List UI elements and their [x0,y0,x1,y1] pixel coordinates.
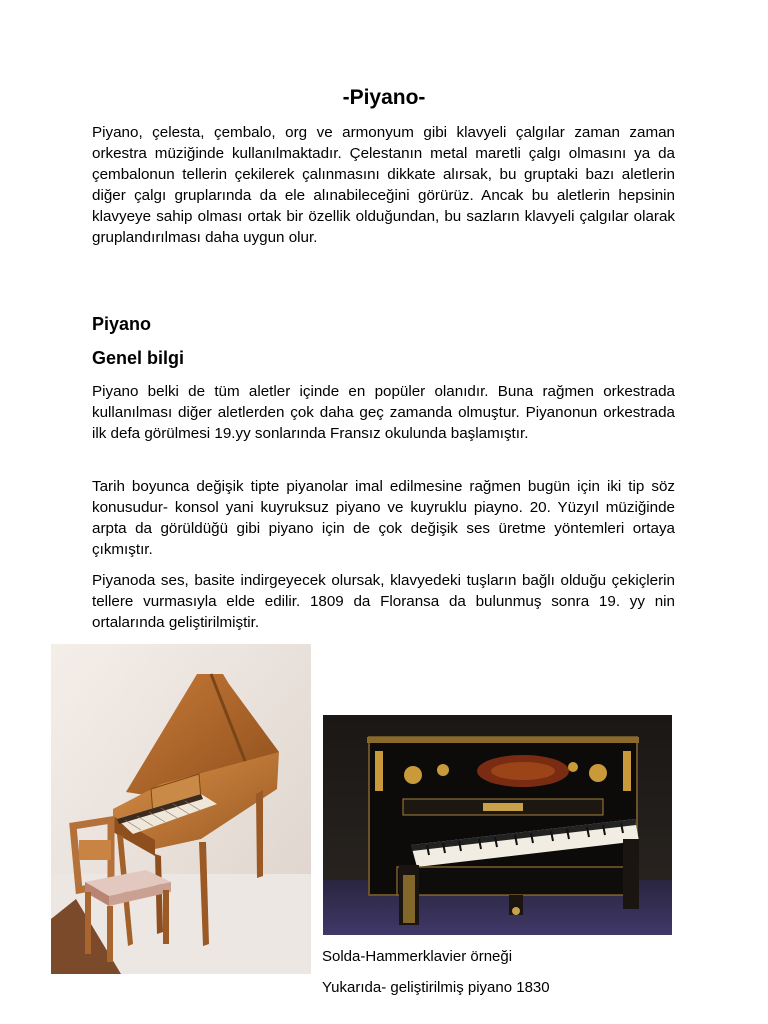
upright-piano-photo [323,715,672,935]
body-paragraph-2: Tarih boyunca değişik tipte piyanolar imal edilmesine rağmen bugün için iki tip söz konusudur- konsol yani kuyruksuz piyano ve kuyruklu piayno. 20. Yüzyıl müziğinde arpta da görüldüğü gibi piyano için de çok değişik ses üretme yöntemleri ortaya çıkmıştır. [92,478,675,558]
subsection-heading: Genel bilgi [92,348,185,368]
section-heading: Piyano [92,314,152,334]
intro-paragraph: Piyano, çelesta, çembalo, org ve armonyum gibi klavyeli çalgılar zaman zaman orkestra müziğinde kullanılmaktadır. Çelestanın metal maretli çalgı olmasını ya da çembalonun tellerin çekilerek çalınmasını dikkate alırsak, bu gruptaki bazı aletlerin diğer çalgı gruplarında da ele alınabileceğini görürüz. Ancak bu aletlerin hepsinin klavyeye sahip olması ortak bir özellik olduğundan, bu sazların klavyeli çalgılar olarak gruplandırılması daha uygun olur. [92,124,675,246]
caption-left-photo: Solda-Hammerklavier örneği [322,948,513,965]
body-paragraph-3: Piyanoda ses, basite indirgeyecek olursak, klavyedeki tuşların bağlı olduğu çekiçlerin tellere vurmasıyla elde edilir. 1809 da Floransa da bulunmuş sonra 19. yy nin ortalarında geliştirilmiştir. [92,572,675,631]
hammerklavier-photo [51,644,311,974]
body-paragraph-1: Piyano belki de tüm aletler içinde en popüler olanıdır. Buna rağmen orkestrada kullanılması diğer aletlerden çok daha geç zamanda olmuştur. Piyanonun orkestrada ilk defa görülmesi 19.yy sonlarında Fransız okulunda başlamıştır. [92,383,675,442]
caption-right-photo: Yukarıda- geliştirilmiş piyano 1830 [322,979,550,996]
page-title: -Piyano- [342,86,426,109]
